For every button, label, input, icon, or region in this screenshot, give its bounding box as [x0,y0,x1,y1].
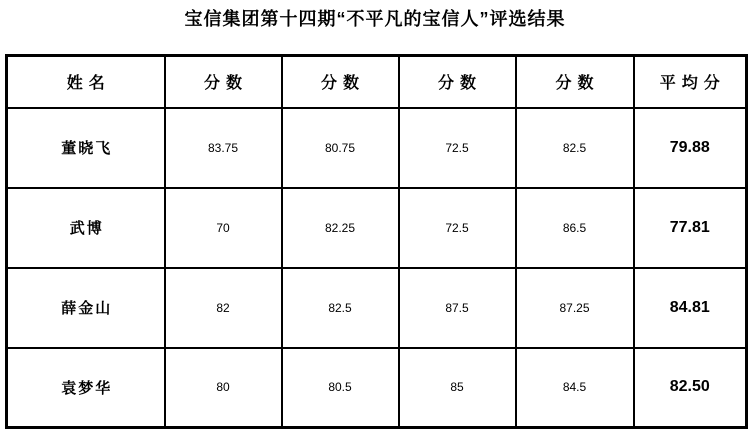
name-cell: 薛金山 [7,268,165,348]
page-title: 宝信集团第十四期“不平凡的宝信人”评选结果 [184,9,566,29]
average-cell: 79.88 [634,108,747,188]
name-cell: 董晓飞 [7,108,165,188]
score-cell-3: 72.5 [399,108,516,188]
table-row [7,188,747,268]
header-name: 姓名 [7,56,165,108]
score-cell-3: 72.5 [399,188,516,268]
score-cell-4: 84.5 [516,348,634,428]
score-cell-1: 83.75 [165,108,282,188]
score-cell-1: 82 [165,268,282,348]
header-row [7,56,747,108]
header-average: 平均分 [634,56,747,108]
name-cell: 武博 [7,188,165,268]
score-cell-3: 87.5 [399,268,516,348]
table-row [7,348,747,428]
name-cell: 袁梦华 [7,348,165,428]
score-cell-2: 82.5 [282,268,399,348]
header-score-4: 分数 [516,56,634,108]
score-cell-2: 80.5 [282,348,399,428]
table-row [7,268,747,348]
table-row [7,108,747,188]
average-cell: 84.81 [634,268,747,348]
average-cell: 77.81 [634,188,747,268]
score-cell-4: 86.5 [516,188,634,268]
score-cell-2: 82.25 [282,188,399,268]
score-table [5,54,748,429]
score-cell-1: 70 [165,188,282,268]
header-score-3: 分数 [399,56,516,108]
score-cell-4: 87.25 [516,268,634,348]
score-cell-4: 82.5 [516,108,634,188]
score-cell-3: 85 [399,348,516,428]
average-cell: 82.50 [634,348,747,428]
score-cell-1: 80 [165,348,282,428]
header-score-2: 分数 [282,56,399,108]
header-score-1: 分数 [165,56,282,108]
score-cell-2: 80.75 [282,108,399,188]
